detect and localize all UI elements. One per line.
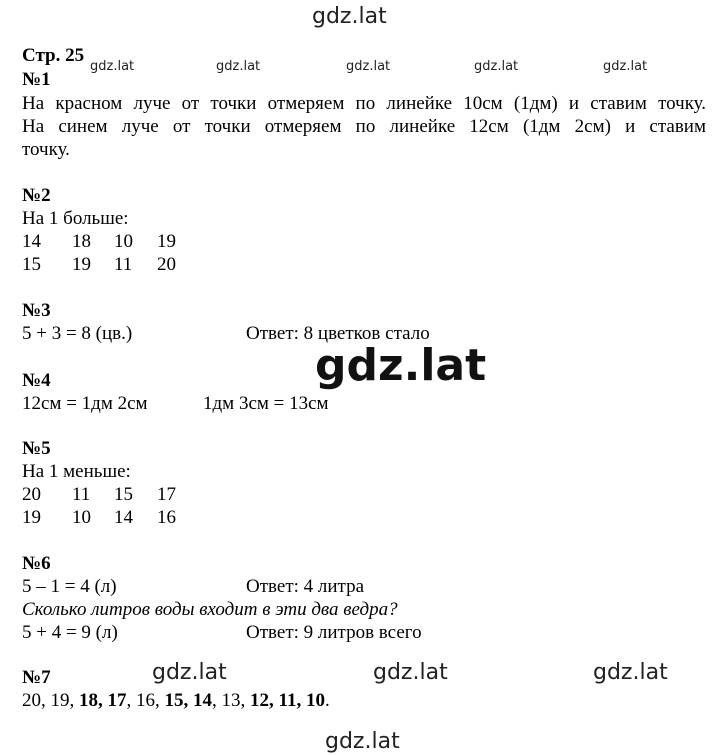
- task-5-title: №5: [22, 438, 51, 459]
- task-7-seq-part: 15, 14: [164, 690, 212, 711]
- task-5-row-2-cell-1: 19: [22, 507, 41, 528]
- watermark-top: gdz.lat: [312, 4, 387, 29]
- task-4-expression-2: 1дм 3см = 13см: [203, 393, 329, 414]
- task-6-answer-2: Ответ: 9 литров всего: [246, 622, 422, 643]
- task-1-title: №1: [22, 69, 51, 90]
- task-2-row-2-cell-1: 15: [22, 254, 41, 275]
- watermark-small-5: gdz.lat: [603, 59, 648, 74]
- task-1-line-1: На красном луче от точки отмеряем по линейке 10см (1дм) и ставим точку.: [22, 93, 706, 114]
- task-2-row-2-cell-3: 11: [114, 254, 133, 275]
- task-5-row-2-cell-3: 14: [114, 507, 133, 528]
- watermark-small-1: gdz.lat: [90, 59, 135, 74]
- task-5-row-1-cell-2: 11: [72, 484, 91, 505]
- task-5-row-1-cell-3: 15: [114, 484, 133, 505]
- task-6-expression-1: 5 – 1 = 4 (л): [22, 576, 117, 597]
- task-3-title: №3: [22, 300, 51, 321]
- task-1-line-3: точку.: [22, 139, 70, 160]
- task-5-row-2-cell-4: 16: [157, 507, 176, 528]
- task-2-row-1-cell-3: 10: [114, 231, 133, 252]
- task-4-title: №4: [22, 370, 51, 391]
- task-2-caption: На 1 больше:: [22, 208, 129, 229]
- watermark-small-3: gdz.lat: [346, 59, 391, 74]
- task-5-row-1-cell-4: 17: [157, 484, 176, 505]
- task-7-seq-part: 12, 11, 10: [250, 690, 325, 711]
- watermark-row-3: gdz.lat: [593, 660, 668, 685]
- task-7-sequence: [22, 690, 330, 712]
- task-2-row-1-cell-2: 18: [72, 231, 91, 252]
- task-5-row-2-cell-2: 10: [72, 507, 91, 528]
- watermark-small-2: gdz.lat: [216, 59, 261, 74]
- task-2-row-2-cell-2: 19: [72, 254, 91, 275]
- task-5-caption: На 1 меньше:: [22, 461, 131, 482]
- watermark-bottom: gdz.lat: [325, 729, 400, 754]
- task-5-row-1-cell-1: 20: [22, 484, 41, 505]
- watermark-large: gdz.lat: [315, 340, 487, 391]
- task-6-question: Сколько литров воды входит в эти два ведра?: [22, 599, 398, 620]
- task-6-expression-2: 5 + 4 = 9 (л): [22, 622, 118, 643]
- task-2-title: №2: [22, 185, 51, 206]
- watermark-row-1: gdz.lat: [152, 660, 227, 685]
- task-7-seq-part: 18, 17: [79, 690, 127, 711]
- task-6-title: №6: [22, 553, 51, 574]
- task-1-line-2: На синем луче от точки отмеряем по линейке 12см (1дм 2см) и ставим: [22, 116, 706, 137]
- task-2-row-1-cell-1: 14: [22, 231, 41, 252]
- watermark-row-2: gdz.lat: [373, 660, 448, 685]
- task-7-seq-part: 20, 19,: [22, 690, 79, 711]
- task-7-title: №7: [22, 667, 51, 688]
- task-3-answer: Ответ: 8 цветков стало: [246, 323, 430, 344]
- task-2-row-1-cell-4: 19: [157, 231, 176, 252]
- task-7-seq-part: , 16,: [126, 690, 165, 711]
- task-7-seq-part: .: [324, 690, 330, 711]
- task-2-row-2-cell-4: 20: [157, 254, 176, 275]
- task-7-seq-part: , 13,: [212, 690, 250, 711]
- page-label: Стр. 25: [22, 45, 85, 66]
- task-6-answer-1: Ответ: 4 литра: [246, 576, 365, 597]
- task-4-expression-1: 12см = 1дм 2см: [22, 393, 148, 414]
- task-3-expression: 5 + 3 = 8 (цв.): [22, 323, 133, 344]
- watermark-small-4: gdz.lat: [474, 59, 519, 74]
